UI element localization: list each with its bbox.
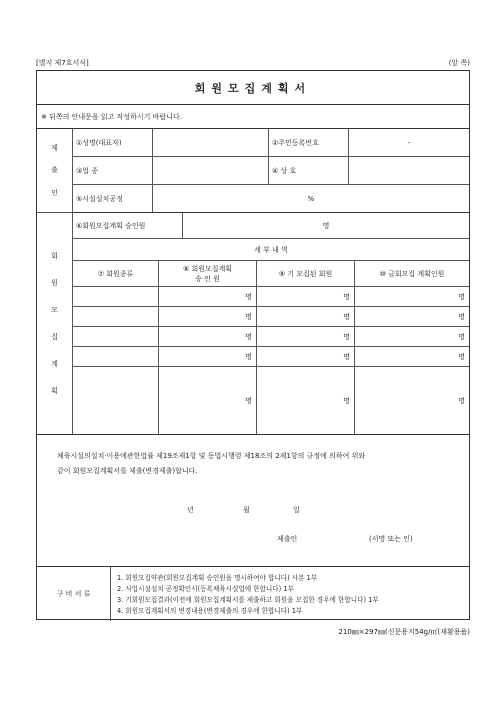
form-title: 회원모집계획서: [37, 71, 469, 105]
table-row-type[interactable]: [73, 347, 159, 367]
name-field[interactable]: [153, 129, 269, 157]
col-approved: ⑧ 회원모집계획 승 인 원: [159, 261, 257, 287]
business-type-label: ③업 종: [73, 157, 153, 185]
date-day: 일: [293, 506, 300, 514]
table-row-approved[interactable]: 명: [159, 327, 257, 347]
table-row-planned[interactable]: 명: [355, 327, 469, 347]
table-row-planned[interactable]: 명: [355, 347, 469, 367]
signature-label[interactable]: (서명 또는 인): [369, 535, 413, 543]
membership-recruitment-plan-form: [36, 70, 470, 620]
table-row-approved[interactable]: 명: [159, 307, 257, 327]
approved-members-label: ⑥회원모집계획 승인원: [73, 213, 183, 239]
table-row-type[interactable]: [73, 367, 159, 435]
paper-spec-footer: 210㎜×297㎜(신문용지54g/㎡(재활용품): [338, 628, 470, 636]
date-month: 월: [243, 506, 250, 514]
col-existing-members: ⑨ 기 모집된 회원: [257, 261, 355, 287]
trade-name-field[interactable]: [349, 157, 469, 185]
table-row-approved[interactable]: 명: [159, 367, 257, 435]
table-row-approved[interactable]: 명: [159, 287, 257, 307]
table-row-approved[interactable]: 명: [159, 347, 257, 367]
table-row-existing[interactable]: 명: [257, 307, 355, 327]
col-planned-members: ⑩ 금회모집 계획인원: [355, 261, 469, 287]
table-row-type[interactable]: [73, 327, 159, 347]
name-label: ①성명(대표자): [73, 129, 153, 157]
notice-text: ※ 뒤쪽의 안내문을 읽고 작성하시기 바랍니다.: [37, 105, 469, 129]
list-item: 3. 기회원모집결과(이전에 회원모집계획서를 제출하고 회원을 모집한 경우에 한합니다) 1부: [117, 596, 379, 604]
table-row-existing[interactable]: 명: [257, 367, 355, 435]
list-item: 2. 사업시설설치 공정확인서(등록체육시설업에 한합니다) 1부: [117, 585, 294, 593]
rrn-label: ②주민등록번호: [269, 129, 349, 157]
form-header: [36, 58, 470, 68]
table-row-planned[interactable]: 명: [355, 307, 469, 327]
details-header: 세 부 내 역: [73, 239, 469, 261]
declaration-text-line-1: 체육시설의설치·이용에관한법률 제19조제1항 및 동법시행령 제18조의 2제1항의 규정에 의하여 위와: [57, 452, 366, 460]
table-row-planned[interactable]: 명: [355, 287, 469, 307]
declaration-block: [37, 435, 469, 567]
date-year: 년: [187, 506, 194, 514]
trade-name-label: ④ 상 호: [269, 157, 349, 185]
table-row-type[interactable]: [73, 287, 159, 307]
page-side: (앞 쪽): [448, 59, 470, 67]
required-documents-label: 구 비 서 류: [37, 567, 111, 621]
table-row-existing[interactable]: 명: [257, 287, 355, 307]
business-type-field[interactable]: [153, 157, 269, 185]
declaration-text-line-2: 같이 회원모집계획서를 제출(변경제출)합니다.: [57, 467, 198, 475]
submitter-label: 제출인: [277, 535, 298, 543]
list-item: 4. 회원모집계획서의 변경내용(변경제출의 경우에 한합니다) 1부: [117, 607, 303, 615]
table-row-type[interactable]: [73, 307, 159, 327]
table-row-existing[interactable]: 명: [257, 327, 355, 347]
required-documents-list: [117, 573, 467, 617]
table-row-existing[interactable]: 명: [257, 347, 355, 367]
plan-section-label: 회 원 모 집 계 획: [37, 213, 73, 435]
rrn-field[interactable]: -: [349, 129, 469, 157]
table-row-planned[interactable]: 명: [355, 367, 469, 435]
list-item: 1. 회원모집약관(회원모집계획 승인원을 명시하여야 합니다) 사본 1부: [117, 574, 318, 582]
applicant-section-label: 제 출 인: [37, 129, 73, 213]
required-documents: [37, 567, 469, 621]
col-member-type: ⑦ 회원종류: [73, 261, 159, 287]
form-number: [별지 제7호서식]: [36, 59, 89, 67]
facility-progress-label: ⑤시설설치공정: [73, 185, 153, 213]
facility-progress-field[interactable]: %: [153, 185, 469, 213]
approved-members-field[interactable]: 명: [183, 213, 469, 239]
